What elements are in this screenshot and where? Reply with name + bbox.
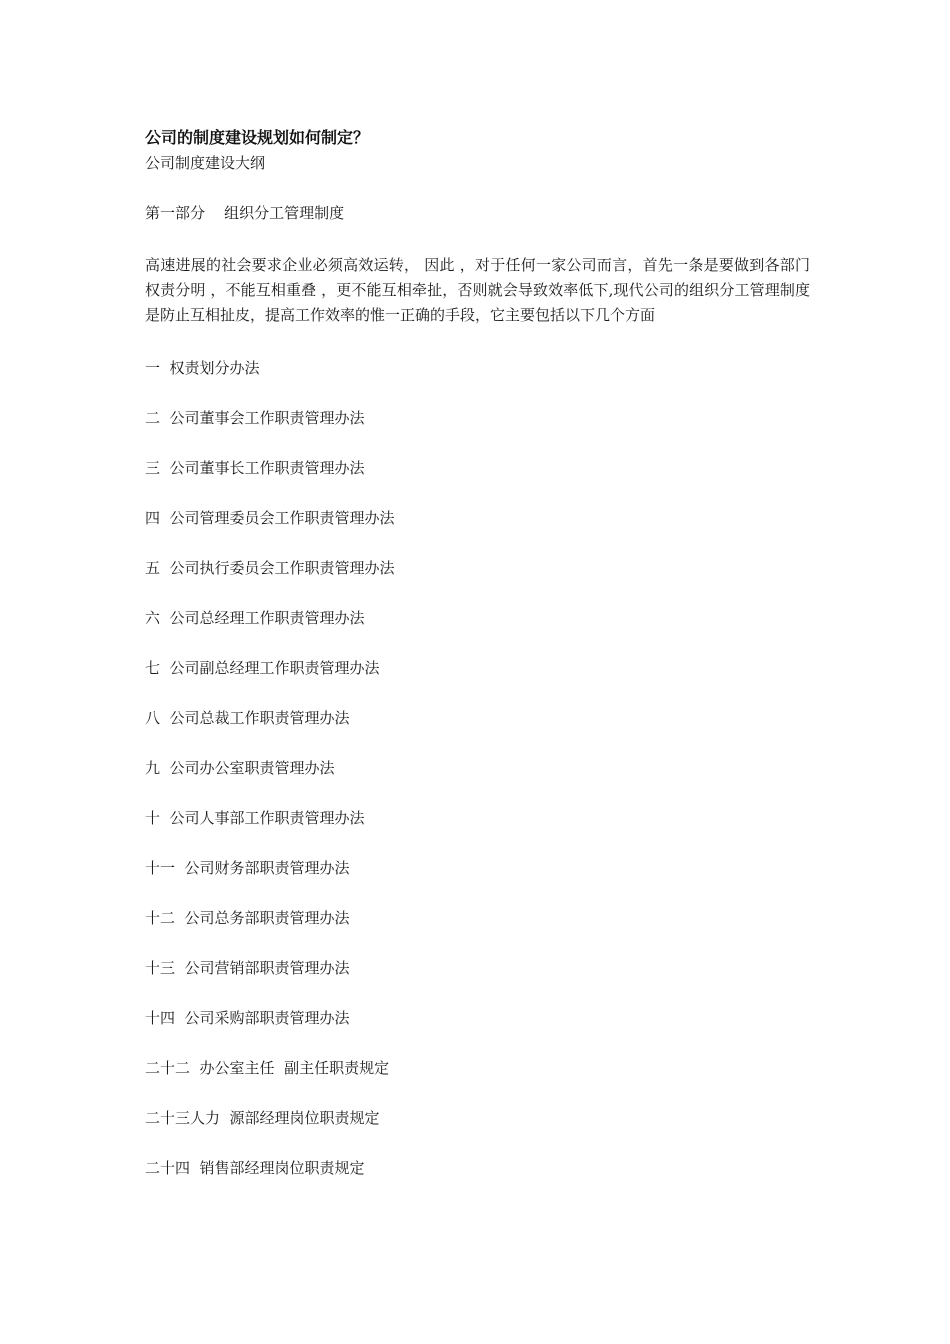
list-item: 一 权责划分办法	[145, 359, 260, 377]
list-item: 七 公司副总经理工作职责管理办法	[145, 659, 380, 677]
list-item: 三 公司董事长工作职责管理办法	[145, 459, 365, 477]
list-item: 九 公司办公室职责管理办法	[145, 759, 335, 777]
document-subtitle: 公司制度建设大纲	[145, 154, 266, 172]
list-item: 十一 公司财务部职责管理办法	[145, 859, 350, 877]
list-item: 二十四 销售部经理岗位职责规定	[145, 1159, 365, 1177]
list-item: 二十二 办公室主任 副主任职责规定	[145, 1059, 390, 1077]
list-item: 五 公司执行委员会工作职责管理办法	[145, 559, 395, 577]
list-item: 六 公司总经理工作职责管理办法	[145, 609, 365, 627]
list-item: 二十三人力 源部经理岗位职责规定	[145, 1109, 380, 1127]
list-item: 十 公司人事部工作职责管理办法	[145, 809, 365, 827]
list-item: 八 公司总裁工作职责管理办法	[145, 709, 350, 727]
list-item: 二 公司董事会工作职责管理办法	[145, 409, 365, 427]
document-body	[145, 128, 810, 1178]
list-item: 十四 公司采购部职责管理办法	[145, 1009, 350, 1027]
section-heading: 第一部分 组织分工管理制度	[145, 204, 345, 222]
list-item: 四 公司管理委员会工作职责管理办法	[145, 509, 395, 527]
document-title: 公司的制度建设规划如何制定？	[145, 128, 370, 147]
intro-paragraph: 高速进展的社会要求企业必须高效运转， 因此 ，对于任何一家公司而言，首先一条是要做到各部门权责分明 ，不能互相重叠 ，更不能互相牵扯，否则就会导致效率低下,现代公司的组织分工管理制度是防止互相扯皮，提高工作效率的惟一正确的手段，它主要包括以下几个方面	[145, 256, 810, 324]
list-item: 十三 公司营销部职责管理办法	[145, 959, 350, 977]
regulation-list	[145, 358, 810, 1178]
list-item: 十二 公司总务部职责管理办法	[145, 909, 350, 927]
